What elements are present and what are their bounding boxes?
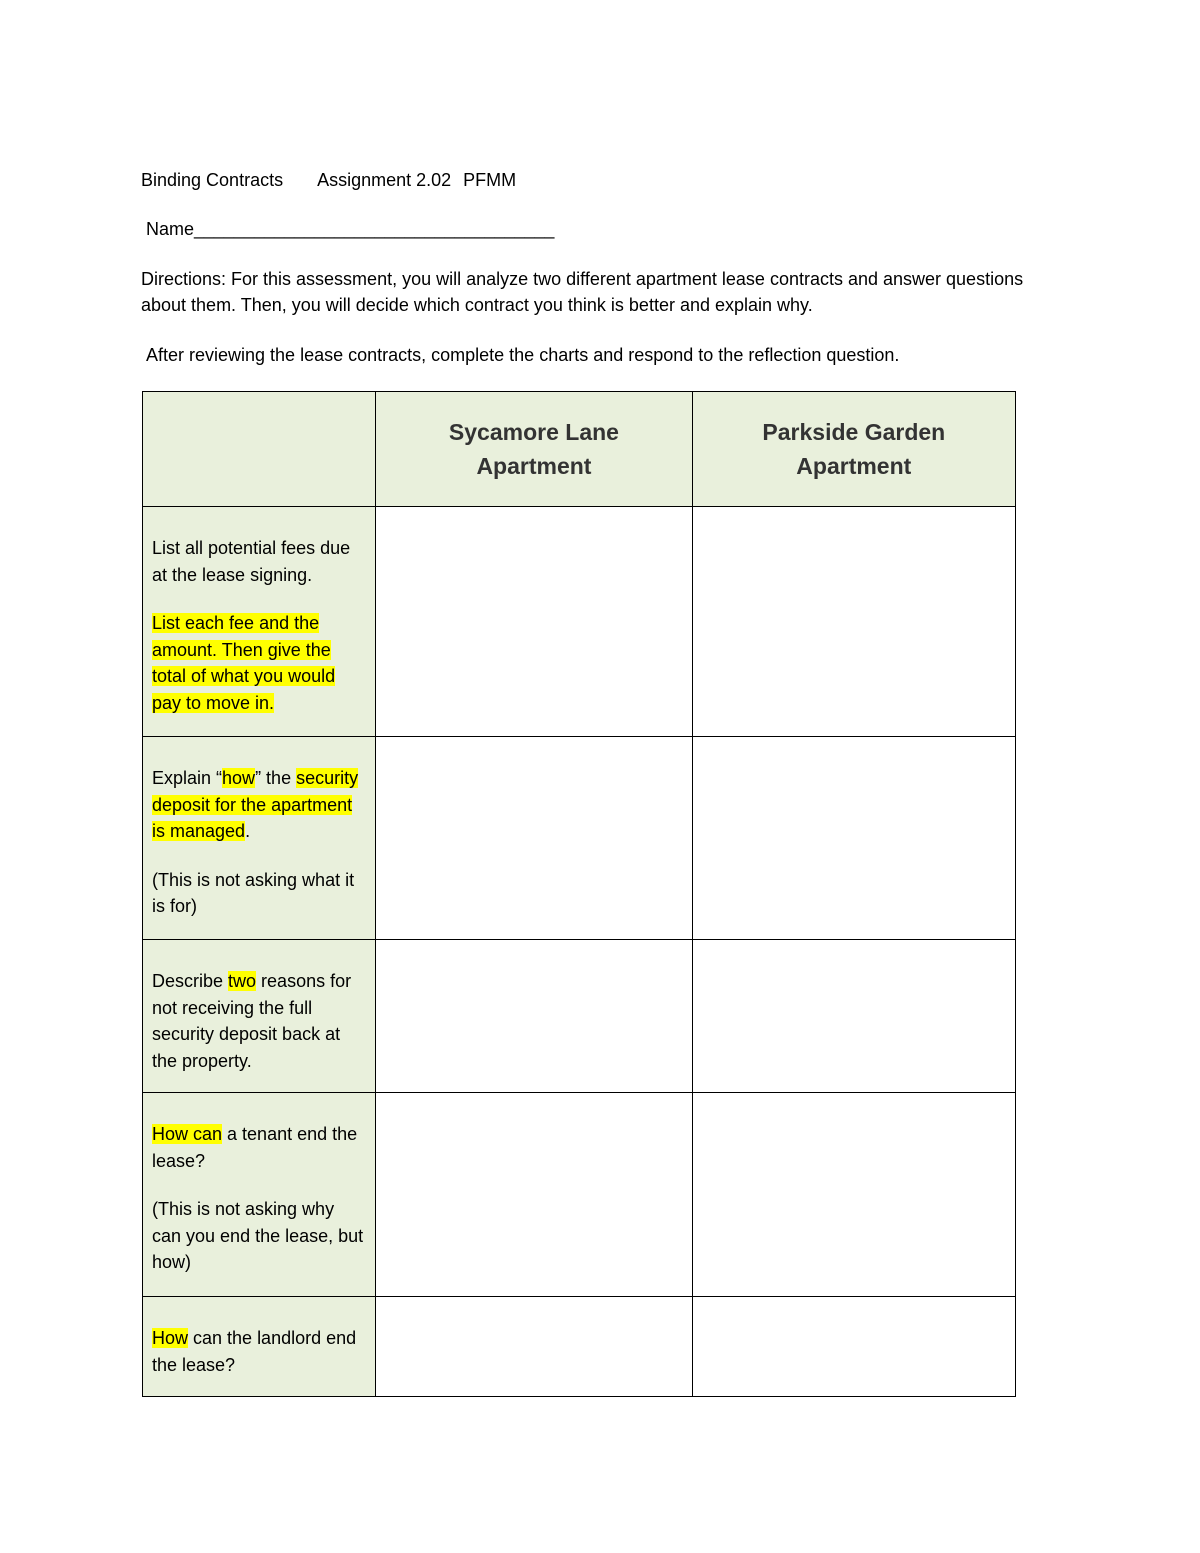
- text-span: Describe: [152, 971, 229, 991]
- answer-cell-sycamore-landlord-end[interactable]: [376, 1297, 692, 1397]
- document-header: [141, 167, 516, 193]
- table-header-row: [143, 392, 1016, 507]
- header-empty-cell: [143, 392, 376, 507]
- answer-cell-sycamore-tenant-end[interactable]: [376, 1093, 692, 1297]
- row-label-text: List all potential fees due at the lease signing.: [152, 538, 351, 585]
- highlighted-text: security deposit for the apartment is managed: [152, 768, 359, 841]
- highlighted-text: List each fee and the amount. Then give the total of what you would pay to move in.: [152, 613, 336, 713]
- assignment-number: Assignment 2.02: [317, 170, 452, 190]
- highlighted-text: How: [152, 1328, 189, 1348]
- row-label-landlord-end: [143, 1297, 376, 1397]
- table-row: [143, 1297, 1016, 1397]
- column-header-parkside: [692, 392, 1015, 507]
- column-header-line: Apartment: [476, 453, 592, 479]
- text-span: ” the: [255, 768, 297, 788]
- column-header-sycamore: [376, 392, 692, 507]
- row-label-note: (This is not asking what it is for): [152, 869, 355, 916]
- answer-cell-sycamore-reasons[interactable]: [376, 940, 692, 1093]
- text-span: a tenant end the lease?: [152, 1124, 358, 1171]
- instructions-text: After reviewing the lease contracts, complete the charts and respond to the reflection question.: [146, 345, 900, 365]
- column-header-line: Apartment: [796, 453, 912, 479]
- row-label-text: [152, 1121, 365, 1174]
- text-span: .: [245, 821, 251, 841]
- column-header-line: Sycamore Lane: [448, 419, 619, 445]
- row-label-deposit: [143, 737, 376, 940]
- course-code: PFMM: [463, 170, 517, 190]
- table-row: [143, 940, 1016, 1093]
- answer-cell-sycamore-fees[interactable]: [376, 507, 692, 737]
- highlighted-text: two: [228, 971, 257, 991]
- row-label-fees: [143, 507, 376, 737]
- highlighted-text: how: [222, 768, 256, 788]
- row-label-tenant-end: [143, 1093, 376, 1297]
- answer-cell-parkside-fees[interactable]: [692, 507, 1015, 737]
- table-row: [143, 737, 1016, 940]
- row-label-text: [152, 1325, 365, 1378]
- answer-cell-parkside-deposit[interactable]: [692, 737, 1015, 940]
- highlighted-text: How can: [152, 1124, 223, 1144]
- answer-cell-parkside-reasons[interactable]: [692, 940, 1015, 1093]
- answer-cell-sycamore-deposit[interactable]: [376, 737, 692, 940]
- row-label-highlight: [152, 610, 365, 716]
- row-label-note: (This is not asking why can you end the lease, but how): [152, 1199, 364, 1272]
- comparison-table: [142, 391, 1016, 1397]
- text-span: can the landlord end the lease?: [152, 1328, 357, 1375]
- row-label-deposit-reasons: [143, 940, 376, 1093]
- table-row: [143, 1093, 1016, 1297]
- answer-cell-parkside-landlord-end[interactable]: [692, 1297, 1015, 1397]
- document-title: Binding Contracts: [141, 170, 284, 190]
- name-field[interactable]: Name____________________________________: [146, 219, 555, 239]
- table-row: [143, 507, 1016, 737]
- column-header-line: Parkside Garden: [762, 419, 946, 445]
- answer-cell-parkside-tenant-end[interactable]: [692, 1093, 1015, 1297]
- directions-text: Directions: For this assessment, you will analyze two different apartment lease contracts and answer questions about them. Then, you will decide which contract you think is better and explain why.: [141, 269, 1024, 315]
- row-label-text: [152, 968, 365, 1074]
- text-span: reasons for not receiving the full security deposit back at the property.: [152, 971, 352, 1071]
- row-label-text: [152, 765, 365, 845]
- text-span: Explain “: [152, 768, 223, 788]
